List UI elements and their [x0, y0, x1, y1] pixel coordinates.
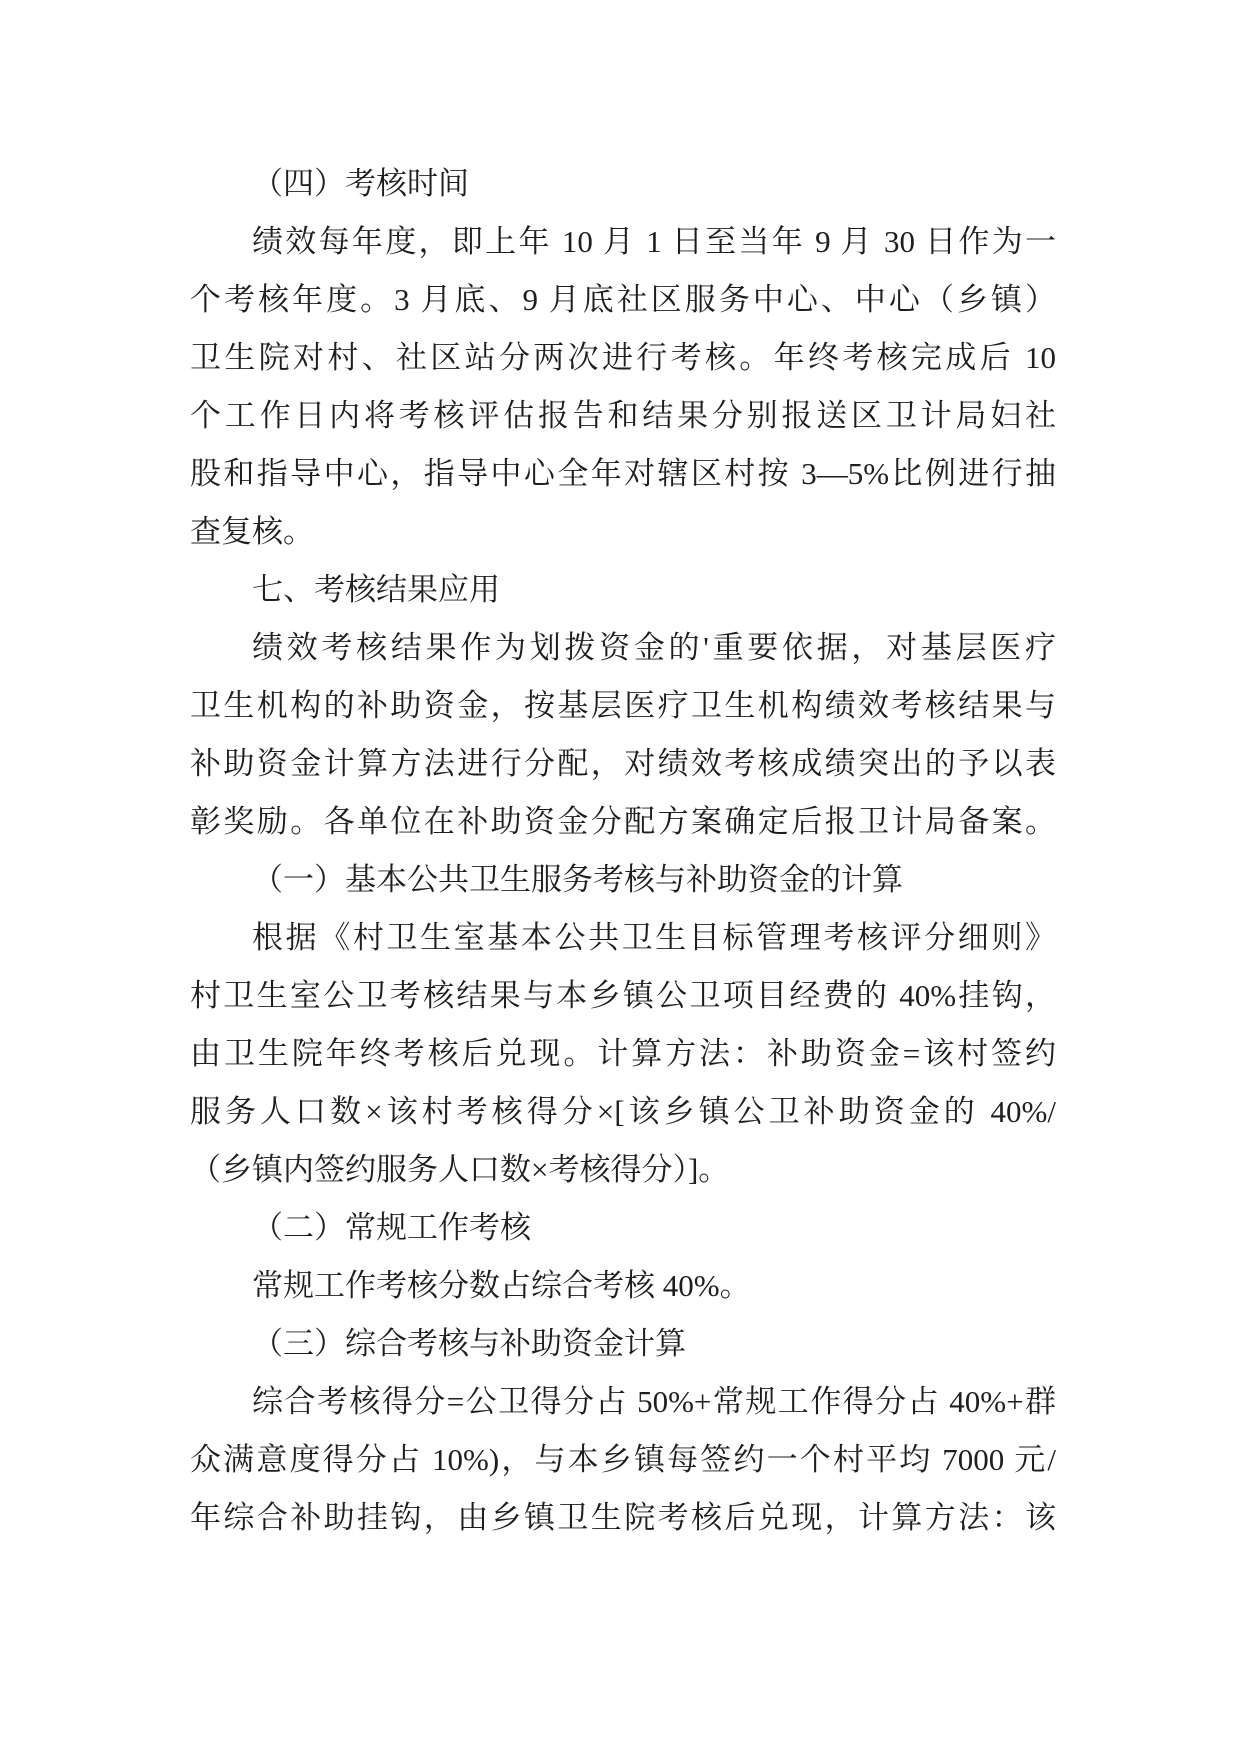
- subsection-heading-routine-work: （二）常规工作考核: [252, 1210, 531, 1245]
- body-line: 根据《村卫生室基本公共卫生目标管理考核评分细则》: [252, 920, 1056, 955]
- body-line: 村卫生室公卫考核结果与本乡镇公卫项目经费的 40%挂钩，: [190, 978, 1056, 1013]
- body-line: 个工作日内将考核评估报告和结果分别报送区卫计局妇社: [190, 398, 1056, 433]
- body-line: 卫生机构的补助资金，按基层医疗卫生机构绩效考核结果与: [190, 688, 1056, 723]
- body-line: 股和指导中心，指导中心全年对辖区村按 3—5%比例进行抽: [190, 456, 1056, 491]
- body-line: 众满意度得分占 10%)，与本乡镇每签约一个村平均 7000 元/: [190, 1442, 1056, 1477]
- body-line: 查复核。: [190, 514, 314, 549]
- body-line: 常规工作考核分数占综合考核 40%。: [252, 1268, 751, 1303]
- body-line: 绩效考核结果作为划拨资金的'重要依据，对基层医疗: [252, 630, 1056, 665]
- section-heading-assessment-time: （四）考核时间: [252, 166, 469, 201]
- body-line: 个考核年度。3 月底、9 月底社区服务中心、中心（乡镇）: [190, 282, 1056, 317]
- body-line: 年综合补助挂钩，由乡镇卫生院考核后兑现，计算方法：该: [190, 1500, 1056, 1535]
- body-line: 卫生院对村、社区站分两次进行考核。年终考核完成后 10: [190, 340, 1056, 375]
- section-heading-result-application: 七、考核结果应用: [252, 572, 500, 607]
- body-line: 综合考核得分=公卫得分占 50%+常规工作得分占 40%+群: [252, 1384, 1056, 1419]
- document-body: [190, 155, 1056, 1547]
- body-line: 补助资金计算方法进行分配，对绩效考核成绩突出的予以表: [190, 746, 1056, 781]
- body-line: （乡镇内签约服务人口数×考核得分）]。: [190, 1152, 730, 1187]
- body-line: 由卫生院年终考核后兑现。计算方法：补助资金=该村签约: [190, 1036, 1056, 1071]
- subsection-heading-comprehensive: （三）综合考核与补助资金计算: [252, 1326, 686, 1361]
- subsection-heading-public-health: （一）基本公共卫生服务考核与补助资金的计算: [252, 862, 903, 897]
- body-line: 服务人口数×该村考核得分×[该乡镇公卫补助资金的 40%/: [190, 1094, 1056, 1129]
- body-line: 彰奖励。各单位在补助资金分配方案确定后报卫计局备案。: [190, 804, 1056, 839]
- body-line: 绩效每年度，即上年 10 月 1 日至当年 9 月 30 日作为一: [252, 224, 1056, 259]
